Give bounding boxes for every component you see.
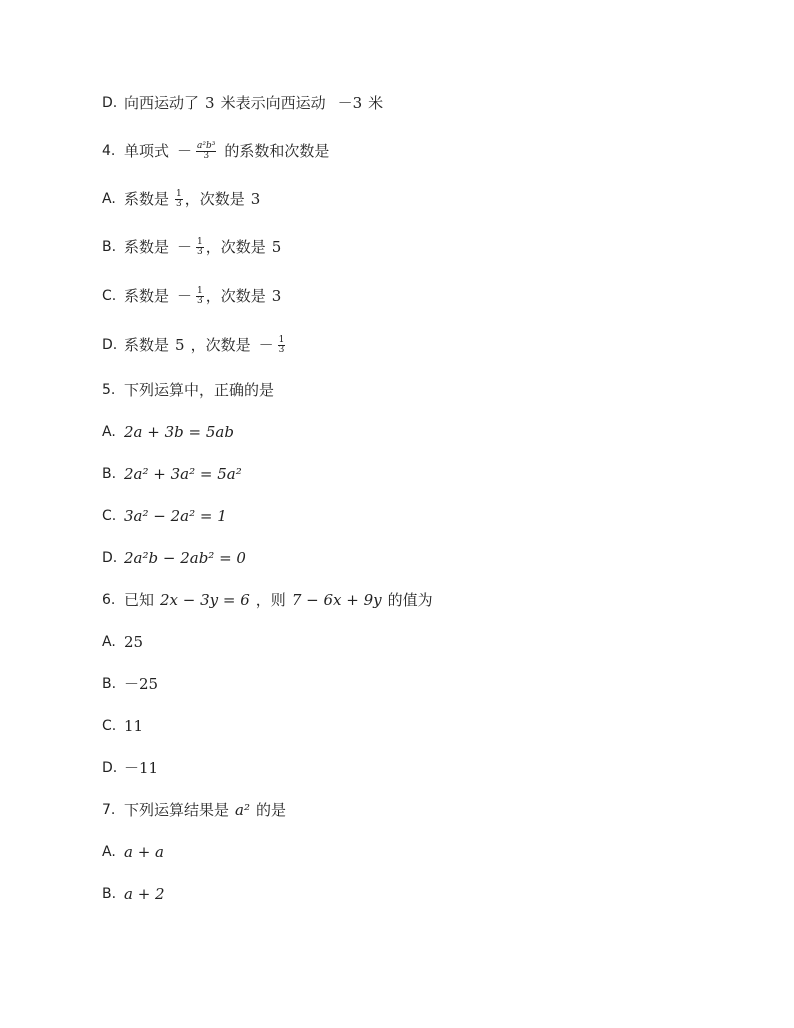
question-text: 的是 bbox=[255, 801, 286, 819]
option-d-q6 bbox=[102, 758, 164, 778]
math-value: －25 bbox=[124, 675, 159, 693]
option-label: C. bbox=[102, 718, 117, 734]
math-expression: 2x − 3y = 6 bbox=[160, 591, 250, 609]
minus-sign: － bbox=[177, 238, 193, 256]
fraction bbox=[278, 336, 286, 355]
option-text: 系数是 bbox=[124, 287, 170, 305]
option-text: 系数是 bbox=[124, 190, 170, 208]
minus-sign: － bbox=[258, 336, 274, 354]
option-label: A. bbox=[102, 634, 116, 650]
option-text: ，次数是 bbox=[184, 190, 245, 208]
option-label: C. bbox=[102, 288, 117, 304]
option-text: 向西运动了 bbox=[124, 94, 200, 112]
option-b-q5 bbox=[102, 464, 248, 484]
option-text: ，次数是 bbox=[205, 238, 266, 256]
option-c-q4 bbox=[102, 286, 287, 306]
option-a-q4 bbox=[102, 189, 266, 209]
fraction bbox=[175, 190, 183, 209]
math-value: 3 bbox=[250, 190, 261, 208]
question-number: 6. bbox=[102, 592, 116, 608]
question-7 bbox=[102, 800, 286, 820]
math-value: 5 bbox=[175, 336, 185, 354]
option-label: C. bbox=[102, 508, 117, 524]
option-a-q7 bbox=[102, 842, 170, 862]
fraction bbox=[196, 287, 204, 306]
question-number: 5. bbox=[102, 382, 116, 398]
question-6 bbox=[102, 590, 433, 610]
option-text: 系数是 bbox=[124, 238, 170, 256]
option-a-q5 bbox=[102, 422, 240, 442]
option-b-q6 bbox=[102, 674, 164, 694]
fraction-denominator: 3 bbox=[176, 198, 182, 209]
option-label: B. bbox=[102, 676, 117, 692]
minus-sign: － bbox=[177, 287, 193, 305]
question-text: 下列运算中，正确的是 bbox=[124, 381, 275, 399]
fraction-numerator: 1 bbox=[197, 236, 203, 247]
option-label: D. bbox=[102, 337, 118, 353]
fraction bbox=[196, 238, 204, 257]
option-d-q4 bbox=[102, 335, 287, 355]
math-value: －3 bbox=[337, 94, 363, 112]
math-expression: a² bbox=[235, 801, 250, 819]
fraction-denominator: 3 bbox=[278, 344, 285, 355]
question-5 bbox=[102, 380, 274, 400]
option-c-q5 bbox=[102, 506, 233, 526]
option-label: A. bbox=[102, 191, 116, 207]
fraction-numerator: a²b³ bbox=[197, 140, 216, 151]
math-value: 25 bbox=[124, 633, 144, 651]
minus-sign: － bbox=[177, 142, 193, 160]
math-expression: 7 − 6x + 9y bbox=[291, 591, 382, 609]
fraction-numerator: 1 bbox=[197, 285, 203, 296]
question-number: 4. bbox=[102, 143, 116, 159]
math-value: 11 bbox=[124, 717, 144, 735]
math-expression: 2a²b − 2ab² = 0 bbox=[124, 549, 246, 567]
option-label: D. bbox=[102, 95, 118, 111]
question-text: 的值为 bbox=[387, 591, 433, 609]
option-text: 米表示向西运动 bbox=[220, 94, 326, 112]
option-text: 米 bbox=[368, 94, 384, 112]
math-expression: 3a² − 2a² = 1 bbox=[124, 507, 227, 525]
option-c-q6 bbox=[102, 716, 149, 736]
fraction-denominator: 3 bbox=[203, 150, 210, 161]
question-number: 7. bbox=[102, 802, 116, 818]
fraction-numerator: 1 bbox=[176, 188, 182, 199]
option-b-q7 bbox=[102, 884, 171, 904]
math-value: 5 bbox=[271, 238, 282, 256]
question-text: ，则 bbox=[255, 591, 286, 609]
math-value: 3 bbox=[271, 287, 282, 305]
math-expression: a + 2 bbox=[124, 885, 165, 903]
option-a-q6 bbox=[102, 632, 149, 652]
question-4 bbox=[102, 141, 329, 161]
option-label: B. bbox=[102, 466, 117, 482]
option-label: A. bbox=[102, 424, 116, 440]
option-label: A. bbox=[102, 844, 116, 860]
option-label: B. bbox=[102, 886, 117, 902]
option-label: D. bbox=[102, 550, 118, 566]
fraction-numerator: 1 bbox=[278, 334, 285, 345]
option-b-q4 bbox=[102, 237, 287, 257]
math-expression: a + a bbox=[124, 843, 164, 861]
question-text: 单项式 bbox=[124, 142, 170, 160]
question-text: 已知 bbox=[124, 591, 155, 609]
question-text: 下列运算结果是 bbox=[124, 801, 230, 819]
option-d-q5 bbox=[102, 548, 252, 568]
fraction-denominator: 3 bbox=[197, 246, 203, 257]
math-value: －11 bbox=[124, 759, 159, 777]
option-d-q3 bbox=[102, 93, 383, 113]
fraction-denominator: 3 bbox=[197, 295, 203, 306]
fraction bbox=[196, 142, 216, 161]
option-label: D. bbox=[102, 760, 118, 776]
option-text: ，次数是 bbox=[205, 287, 266, 305]
math-expression: 2a² + 3a² = 5a² bbox=[124, 465, 242, 483]
question-text: 的系数和次数是 bbox=[224, 142, 330, 160]
option-text: ，次数是 bbox=[190, 336, 251, 354]
option-label: B. bbox=[102, 239, 117, 255]
math-expression: 2a + 3b = 5ab bbox=[124, 423, 234, 441]
math-value: 3 bbox=[205, 94, 215, 112]
option-text: 系数是 bbox=[124, 336, 170, 354]
